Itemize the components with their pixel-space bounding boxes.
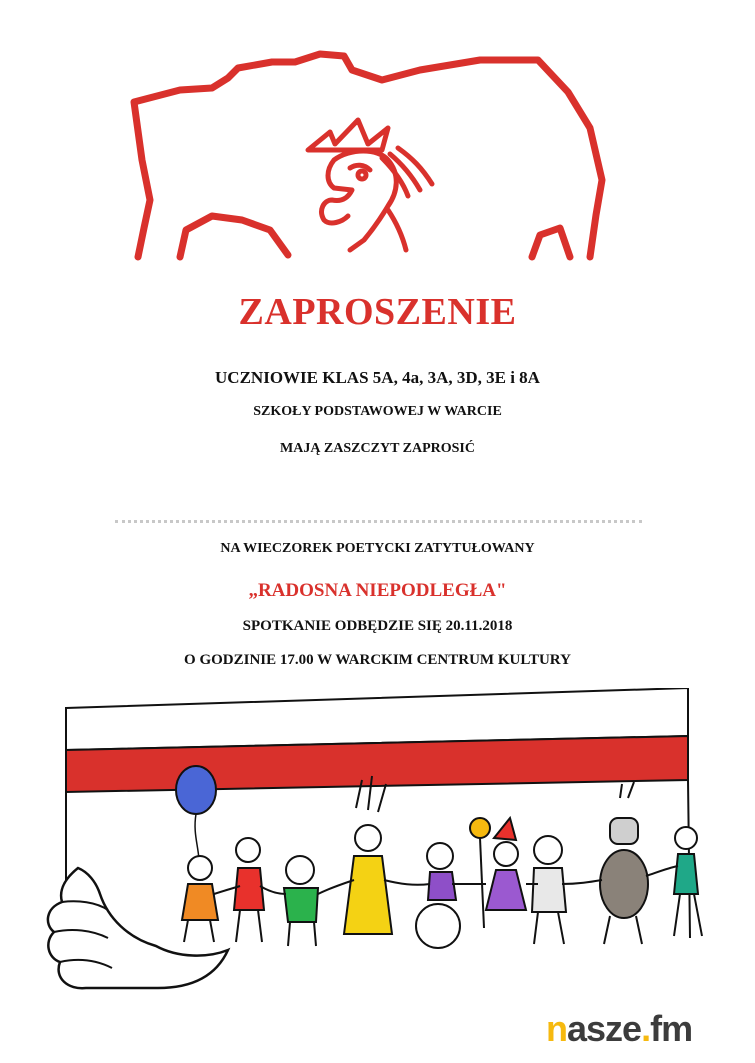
- event-title: „RADOSNA NIEPODLEGŁA": [248, 580, 507, 601]
- logo-dot: .: [641, 1008, 651, 1049]
- logo-tld: fm: [650, 1008, 693, 1049]
- invite-phrase-line: MAJĄ ZASZCZYT ZAPROSIĆ: [280, 441, 475, 456]
- students-classes-line: UCZNIOWIE KLAS 5A, 4a, 3A, 3D, 3E i 8A: [215, 368, 540, 387]
- dotted-divider: [115, 520, 642, 523]
- poland-map-eagle-icon: [120, 50, 610, 265]
- school-name-line: SZKOŁY PODSTAWOWEJ W WARCIE: [253, 404, 502, 419]
- logo-first-letter: n: [546, 1008, 567, 1049]
- event-time-place-line: O GODZINIE 17.00 W WARCKIM CENTRUM KULTURY: [184, 652, 571, 668]
- event-date-line: SPOTKANIE ODBĘDZIE SIĘ 20.11.2018: [242, 618, 513, 634]
- nasze-fm-logo: [546, 1008, 692, 1050]
- invitation-title: ZAPROSZENIE: [238, 291, 517, 333]
- logo-name: asze: [567, 1008, 642, 1049]
- event-intro-line: NA WIECZOREK POETYCKI ZATYTUŁOWANY: [220, 541, 535, 556]
- children-flag-illustration: [38, 688, 718, 1008]
